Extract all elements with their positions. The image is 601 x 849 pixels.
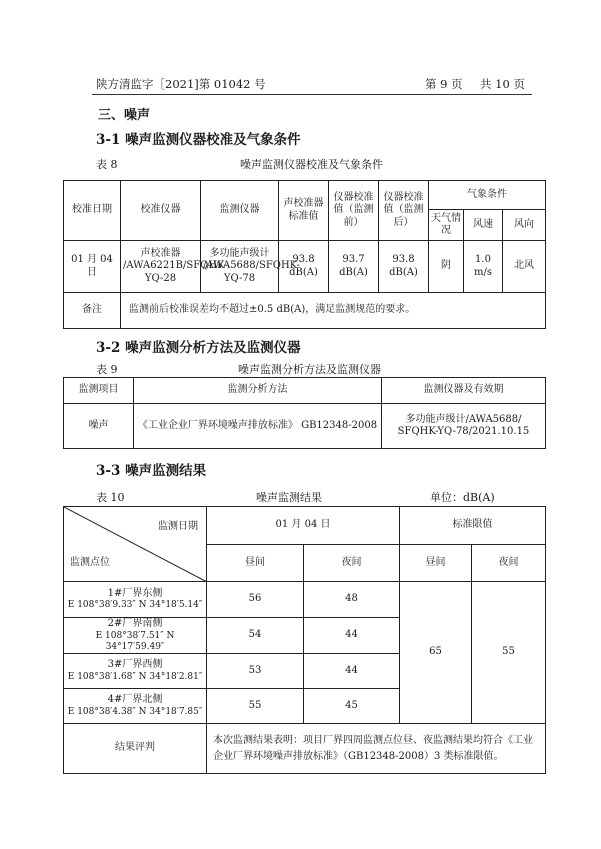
page-number: 第 9 页 — [425, 77, 463, 91]
point-2 — [64, 618, 207, 654]
sec33-title: 3-3 噪声监测结果 — [96, 463, 207, 479]
sec32-title: 3-2 噪声监测分析方法及监测仪器 — [96, 340, 301, 356]
day-value: 56 — [207, 582, 304, 618]
th-wind-speed: 风速 — [464, 210, 503, 241]
table9-number: 表 9 — [96, 363, 118, 376]
conclusion-text: 本次监测结果表明：项目厂界四周监测点位昼、夜监测结果均符合《工业企业厂界环境噪声排放标准》（GB12348-2008）3 类标准限值。 — [207, 724, 546, 774]
point-coord: E 108°38′7.51″ N 34°17′59.49″ — [95, 630, 175, 652]
cell-calibrator: 声校准器 /AWA6221B/SFQHK-YQ-28 — [121, 241, 201, 293]
section-title: 三、噪声 — [98, 108, 151, 123]
day-value: 55 — [207, 689, 304, 724]
cell-wind-dir: 北风 — [503, 241, 546, 293]
page-total: 共 10 页 — [480, 77, 525, 91]
night-value: 44 — [304, 618, 400, 654]
th-date: 01 月 04 日 — [207, 507, 400, 545]
table10 — [63, 506, 546, 774]
th-weather: 气象条件 — [429, 181, 546, 210]
cell-cal-std: 93.8 dB(A) — [279, 241, 329, 293]
day-value: 54 — [207, 618, 304, 654]
point-3 — [64, 654, 207, 689]
th-monitor: 监测仪器 — [201, 181, 279, 241]
table8 — [63, 180, 546, 329]
cell-date: 01 月 04 日 — [64, 241, 121, 293]
limit-night-value: 55 — [472, 582, 546, 724]
table10-title: 噪声监测结果 — [256, 491, 322, 504]
th-sky: 天气情况 — [429, 210, 464, 241]
th-item: 监测项目 — [64, 378, 134, 404]
th-limit: 标准限值 — [400, 507, 546, 545]
cell-before: 93.7 dB(A) — [329, 241, 379, 293]
table8-title: 噪声监测仪器校准及气象条件 — [240, 158, 383, 171]
sec31-title: 3-1 噪声监测仪器校准及气象条件 — [96, 132, 301, 148]
th-limit-day: 昼间 — [400, 545, 472, 582]
th-date-label: 监测日期 — [158, 521, 198, 532]
th-day: 昼间 — [207, 545, 304, 582]
day-value: 53 — [207, 654, 304, 689]
table9-title: 噪声监测分析方法及监测仪器 — [238, 363, 381, 376]
th-cal-std: 声校准器标准值 — [279, 181, 329, 241]
table8-number: 表 8 — [96, 158, 118, 171]
th-cal-date: 校准日期 — [64, 181, 121, 241]
point-coord: E 108°38′1.68″ N 34°18′2.81″ — [67, 671, 203, 682]
th-calibrator: 校准仪器 — [121, 181, 201, 241]
point-name: 4#厂界北侧 — [107, 694, 163, 706]
point-1 — [64, 582, 207, 618]
th-diagonal — [64, 507, 207, 582]
th-night: 夜间 — [304, 545, 400, 582]
th-wind-dir: 风向 — [503, 210, 546, 241]
night-value: 45 — [304, 689, 400, 724]
cell-method: 《工业企业厂界环境噪声排放标准》 GB12348-2008 — [134, 404, 382, 449]
th-instrument: 监测仪器及有效期 — [382, 378, 546, 404]
point-name: 1#厂界东侧 — [107, 587, 163, 599]
point-coord: E 108°38′9.33″ N 34°18′5.14″ — [67, 600, 203, 611]
diagonal-line — [64, 507, 207, 582]
header-rule — [92, 94, 532, 95]
table10-number: 表 10 — [96, 491, 125, 504]
remark-label: 备注 — [64, 293, 121, 329]
table10-unit: 单位：dB(A) — [430, 491, 495, 504]
th-before: 仪器校准值（监测前） — [329, 181, 379, 241]
cell-monitor: 多功能声级计 /AWA5688/SFQHK-YQ-78 — [201, 241, 279, 293]
cell-item: 噪声 — [64, 404, 134, 449]
cell-wind-speed: 1.0 m/s — [464, 241, 503, 293]
point-name: 3#厂界西侧 — [107, 659, 163, 671]
night-value: 48 — [304, 582, 400, 618]
cell-sky: 阴 — [429, 241, 464, 293]
th-method: 监测分析方法 — [134, 378, 382, 404]
point-coord: E 108°38′4.38″ N 34°18′7.85″ — [67, 706, 203, 717]
th-after: 仪器校准值（监测后） — [379, 181, 429, 241]
point-4 — [64, 689, 207, 724]
cell-after: 93.8 dB(A) — [379, 241, 429, 293]
point-name: 2#厂界南侧 — [107, 618, 163, 629]
table9 — [63, 377, 546, 449]
document-number: 陕方清监字［2021]第 01042 号 — [96, 77, 266, 91]
conclusion-label: 结果评判 — [64, 724, 207, 774]
remark-text: 监测前后校准误差均不超过±0.5 dB(A)，满足监测规范的要求。 — [121, 293, 546, 329]
th-point-label: 监测点位 — [70, 556, 110, 568]
cell-instrument: 多功能声级计/AWA5688/ SFQHK-YQ-78/2021.10.15 — [382, 404, 546, 449]
limit-day-value: 65 — [400, 582, 472, 724]
night-value: 44 — [304, 654, 400, 689]
th-limit-night: 夜间 — [472, 545, 546, 582]
